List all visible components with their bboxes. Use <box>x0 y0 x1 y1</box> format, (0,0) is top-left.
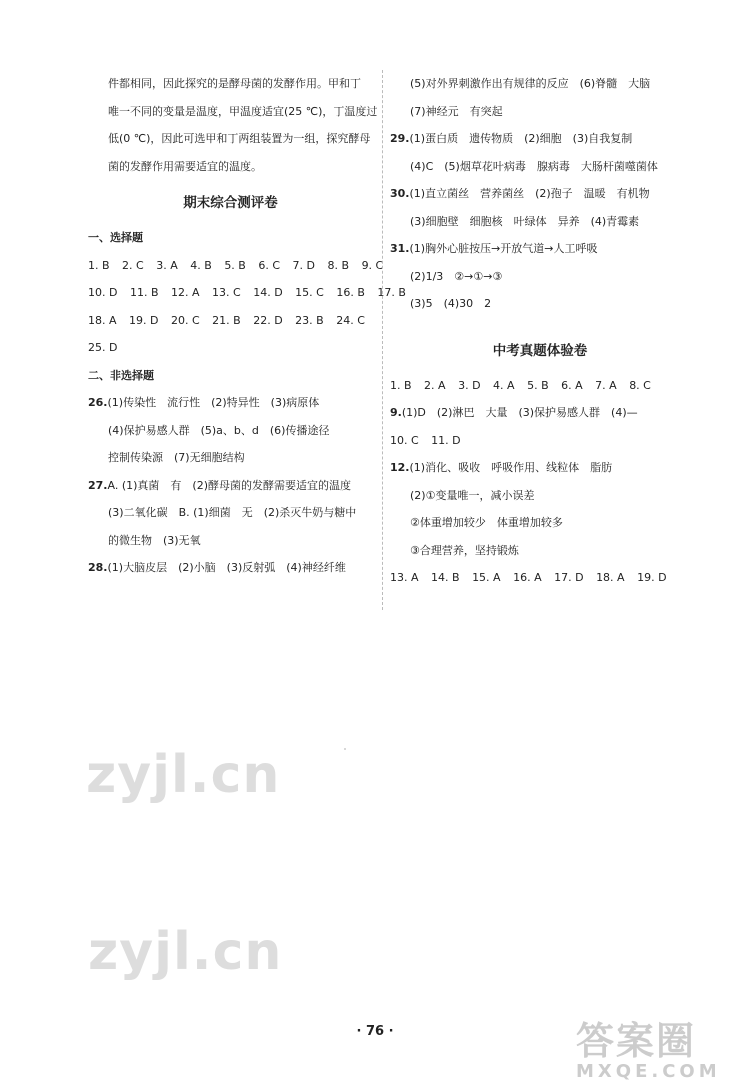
question-number: 27. <box>88 478 108 492</box>
section-heading-non-choice: 二、非选择题 <box>88 368 154 382</box>
mc-answer: 3. D <box>458 378 481 392</box>
mc-answer: 2. C <box>122 258 144 272</box>
answer-12-line-4: ③合理营养，坚持锻炼 <box>410 543 519 557</box>
watermark-zyjl-1: zyjl.cn <box>86 745 281 805</box>
mc-answer: 18. A <box>596 571 625 584</box>
section-title-zhongkao: 中考真题体验卷 <box>492 342 588 359</box>
answer-12-line-1 <box>390 454 690 482</box>
question-number: 26. <box>88 396 108 409</box>
answer-text: (1)胸外心脏按压→开放气道→人工呼吸 <box>409 242 598 255</box>
mc-answer: 17. B <box>377 286 406 299</box>
question-number: 9. <box>390 406 402 419</box>
intro-line-2: 唯一不同的变量是温度，甲温度适宜(25 ℃)，丁温度过 <box>108 104 378 118</box>
question-number: 28. <box>88 561 108 574</box>
mc-row-right-2 <box>390 427 690 455</box>
answer-text: (1)蛋白质 遗传物质 (2)细胞 (3)自我复制 <box>409 132 633 145</box>
logo-title: 答案圈 <box>576 1019 697 1063</box>
intro-line-4: 菌的发酵作用需要适宜的温度。 <box>108 159 262 173</box>
mc-answer: 6. A <box>561 378 583 392</box>
answer-30-line-1 <box>390 180 690 208</box>
answer-text: (1)消化、吸收 呼吸作用、线粒体 脂肪 <box>409 461 613 474</box>
mc-answer: 17. D <box>554 571 584 584</box>
mc-answer: 1. B <box>390 378 412 392</box>
mc-answer: 5. B <box>224 258 246 272</box>
answer-29-line-1 <box>390 125 690 153</box>
right-column <box>390 70 690 592</box>
answer-text: (1)传染性 流行性 (2)特异性 (3)病原体 <box>107 396 320 409</box>
mc-answer: 19. D <box>129 313 159 327</box>
mc-answer: 14. B <box>431 571 460 584</box>
mc-answer: 3. A <box>156 258 178 272</box>
mc-answer: 4. B <box>190 258 212 272</box>
mc-answer: 24. C <box>336 313 365 327</box>
mc-row-4 <box>88 334 373 362</box>
mc-answer: 10. D <box>88 286 118 299</box>
answer-27-line-2: (3)二氧化碳 B. (1)细菌 无 (2)杀灭牛奶与糖中 <box>108 506 357 519</box>
section-heading-choice: 一、选择题 <box>88 231 143 244</box>
answer-26-line-3: 控制传染源 (7)无细胞结构 <box>108 451 245 464</box>
mc-answer: 8. C <box>629 378 651 392</box>
answer-26-line-2: (4)保护易感人群 (5)a、b、d (6)传播途径 <box>108 423 330 437</box>
mc-row-right-3 <box>390 564 690 592</box>
intro-line-3: 低(0 ℃)，因此可选甲和丁两组装置为一组，探究酵母 <box>108 132 371 145</box>
logo-subtitle: MXQE.COM <box>576 1061 721 1082</box>
mc-row-2 <box>88 279 406 307</box>
mc-answer: 13. C <box>212 286 241 299</box>
mc-answer: 25. D <box>88 341 118 354</box>
mc-row-1 <box>88 252 384 280</box>
mc-answer: 10. C <box>390 433 419 447</box>
question-number: 31. <box>390 242 410 255</box>
answer-text: (1)D (2)淋巴 大量 (3)保护易感人群 (4)— <box>401 406 638 419</box>
watermark-zyjl-2: zyjl.cn <box>88 922 283 982</box>
answer-12-line-3: ②体重增加较少 体重增加较多 <box>410 516 563 529</box>
answer-28-line-2: (5)对外界刺激作出有规律的反应 (6)脊髓 大脑 <box>410 77 651 90</box>
mc-answer: 9. C <box>361 258 384 272</box>
answer-9-line-1 <box>390 399 690 427</box>
mc-answer: 7. A <box>595 378 617 392</box>
answer-31-line-1 <box>390 235 690 263</box>
question-number: 12. <box>390 461 410 474</box>
answer-30-line-2: (3)细胞壁 细胞核 叶绿体 异养 (4)青霉素 <box>410 214 640 228</box>
question-number: 29. <box>390 132 410 145</box>
mc-answer: 15. A <box>472 571 501 584</box>
mc-row-right-1 <box>390 372 690 400</box>
answer-28-line-1 <box>88 554 373 582</box>
intro-line-1: 件都相同，因此探究的是酵母菌的发酵作用。甲和丁 <box>108 77 361 90</box>
mc-answer: 12. A <box>171 286 200 299</box>
mc-answer: 5. B <box>527 378 549 392</box>
answer-text: (1)直立菌丝 营养菌丝 (2)孢子 温暖 有机物 <box>409 187 650 200</box>
answer-27-line-1 <box>88 472 373 500</box>
answer-26-line-1 <box>88 389 373 417</box>
mc-answer: 1. B <box>88 258 110 272</box>
answer-12-line-2: (2)①变量唯一，减小误差 <box>410 488 535 502</box>
mc-answer: 2. A <box>424 378 446 392</box>
column-divider <box>382 70 383 610</box>
speck <box>344 748 346 750</box>
mc-row-3 <box>88 307 373 335</box>
mc-answer: 19. D <box>637 571 667 584</box>
answer-28-line-3: (7)神经元 有突起 <box>410 104 503 118</box>
answer-text: (1)大脑皮层 (2)小脑 (3)反射弧 (4)神经纤维 <box>107 561 346 574</box>
mc-answer: 8. B <box>327 258 350 272</box>
answer-29-line-2: (4)C (5)烟草花叶病毒 腺病毒 大肠杆菌噬菌体 <box>410 159 658 173</box>
section-title-final-exam: 期末综合测评卷 <box>183 195 278 211</box>
mc-answer: 18. A <box>88 313 117 327</box>
mc-answer: 23. B <box>295 313 324 327</box>
mc-answer: 11. B <box>129 286 159 299</box>
answer-31-line-2: (2)1/3 ②→①→③ <box>410 269 503 283</box>
mc-answer: 21. B <box>212 313 241 327</box>
answer-text: A. (1)真菌 有 (2)酵母菌的发酵需要适宜的温度 <box>107 478 351 492</box>
mc-answer: 4. A <box>493 378 515 392</box>
answer-27-line-3: 的微生物 (3)无氧 <box>108 533 201 547</box>
mc-answer: 6. C <box>258 258 281 272</box>
mc-answer: 13. A <box>390 571 419 584</box>
mc-answer: 15. C <box>295 286 324 299</box>
mc-answer: 11. D <box>431 433 461 447</box>
mc-answer: 14. D <box>253 286 283 299</box>
mc-answer: 16. A <box>513 571 542 584</box>
page-number: · 76 · <box>356 1024 394 1039</box>
answer-circle-logo <box>576 1010 746 1085</box>
mc-answer: 20. C <box>170 313 200 327</box>
mc-answer: 16. B <box>336 286 365 299</box>
mc-answer: 7. D <box>292 258 316 272</box>
mc-answer: 22. D <box>253 313 283 327</box>
question-number: 30. <box>390 187 410 200</box>
answer-31-line-3: (3)5 (4)30 2 <box>410 297 492 310</box>
